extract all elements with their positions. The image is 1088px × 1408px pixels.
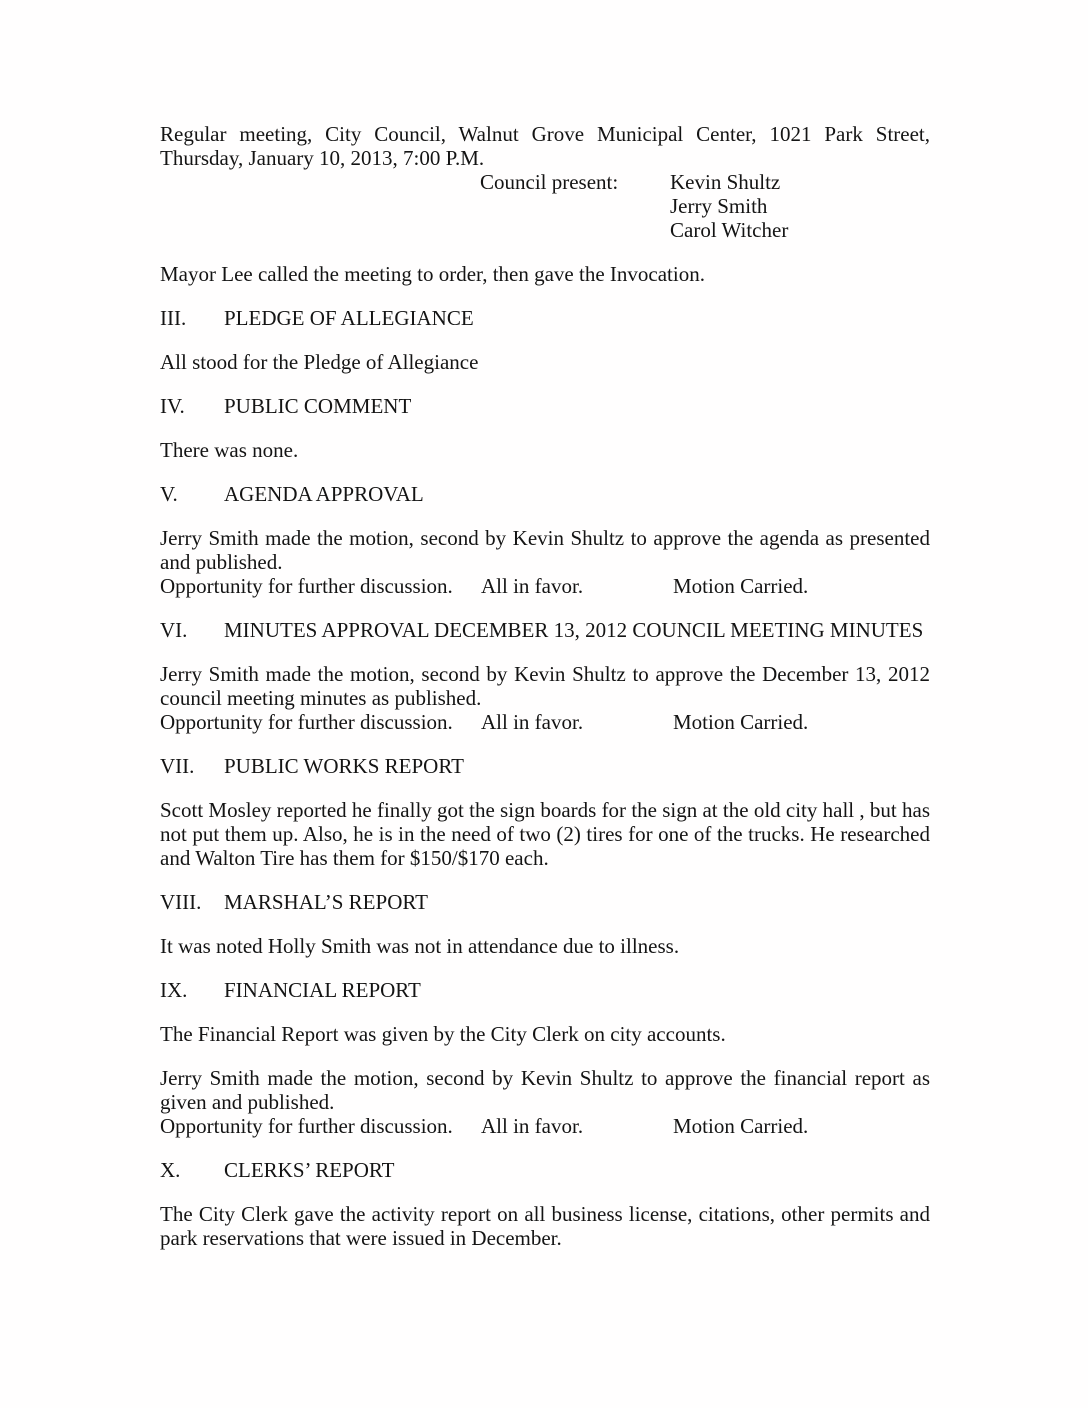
council-present-line [160,218,930,242]
council-present-line [160,194,930,218]
section-title: MINUTES APPROVAL DECEMBER 13, 2012 COUNCIL MEETING MINUTES [224,618,924,642]
section-numeral: VI. [160,618,188,642]
section-numeral: III. [160,306,187,330]
section-numeral: IV. [160,394,185,418]
section-title: PUBLIC COMMENT [224,394,412,418]
motion-carried: Motion Carried. [673,574,809,598]
motion-carried: Motion Carried. [673,710,809,734]
intro-paragraph: Regular meeting, City Council, Walnut Grove Municipal Center, 1021 Park Street, Thursday, January 10, 2013, 7:00 P.M. [160,122,930,170]
motion-result-line [160,1114,930,1138]
motion-favor: All in favor. [481,1114,584,1138]
council-member: Jerry Smith [670,194,768,218]
motion-paragraph: Jerry Smith made the motion, second by Kevin Shultz to approve the financial report as given and published. [160,1066,930,1114]
section-numeral: VII. [160,754,195,778]
council-present-line [160,170,930,194]
section-heading-public-comment [160,394,930,418]
motion-carried: Motion Carried. [673,1114,809,1138]
section-heading-financial [160,978,930,1002]
section-heading-pledge [160,306,930,330]
section-title: MARSHAL’S REPORT [224,890,428,914]
section-title: PUBLIC WORKS REPORT [224,754,464,778]
section-heading-clerks [160,1158,930,1182]
section-heading-agenda-approval [160,482,930,506]
section-body-public-comment: There was none. [160,438,299,462]
motion-block-financial [160,1066,930,1138]
section-body-marshal: It was noted Holly Smith was not in attendance due to illness. [160,934,680,958]
section-numeral: V. [160,482,178,506]
council-present-label: Council present: [480,170,619,194]
motion-block-agenda [160,526,930,598]
section-title: CLERKS’ REPORT [224,1158,395,1182]
call-to-order-paragraph: Mayor Lee called the meeting to order, then gave the Invocation. [160,262,705,286]
motion-discussion: Opportunity for further discussion. [160,710,453,734]
section-title: PLEDGE OF ALLEGIANCE [224,306,474,330]
section-numeral: VIII. [160,890,202,914]
section-body-pledge: All stood for the Pledge of Allegiance [160,350,479,374]
section-title: AGENDA APPROVAL [224,482,424,506]
council-present-block [160,170,930,242]
section-body-clerks: The City Clerk gave the activity report on all business license, citations, other permits and park reservations that were issued in December. [160,1202,930,1250]
section-body-financial: The Financial Report was given by the City Clerk on city accounts. [160,1022,726,1046]
motion-favor: All in favor. [481,710,584,734]
motion-result-line [160,574,930,598]
motion-discussion: Opportunity for further discussion. [160,574,453,598]
section-title: FINANCIAL REPORT [224,978,421,1002]
section-body-public-works: Scott Mosley reported he finally got the sign boards for the sign at the old city hall , but has not put them up. Also, he is in the need of two (2) tires for one of the trucks. He researched and Walton Tire has them for $150/$170 each. [160,798,930,870]
document-content [160,122,930,1270]
motion-discussion: Opportunity for further discussion. [160,1114,453,1138]
section-heading-public-works [160,754,930,778]
section-heading-marshal [160,890,930,914]
motion-result-line [160,710,930,734]
motion-block-minutes [160,662,930,734]
council-member: Kevin Shultz [670,170,781,194]
council-member: Carol Witcher [670,218,789,242]
motion-paragraph: Jerry Smith made the motion, second by Kevin Shultz to approve the December 13, 2012 council meeting minutes as published. [160,662,930,710]
motion-favor: All in favor. [481,574,584,598]
section-numeral: IX. [160,978,188,1002]
motion-paragraph: Jerry Smith made the motion, second by Kevin Shultz to approve the agenda as presented and published. [160,526,930,574]
section-heading-minutes-approval [160,618,930,642]
section-numeral: X. [160,1158,181,1182]
